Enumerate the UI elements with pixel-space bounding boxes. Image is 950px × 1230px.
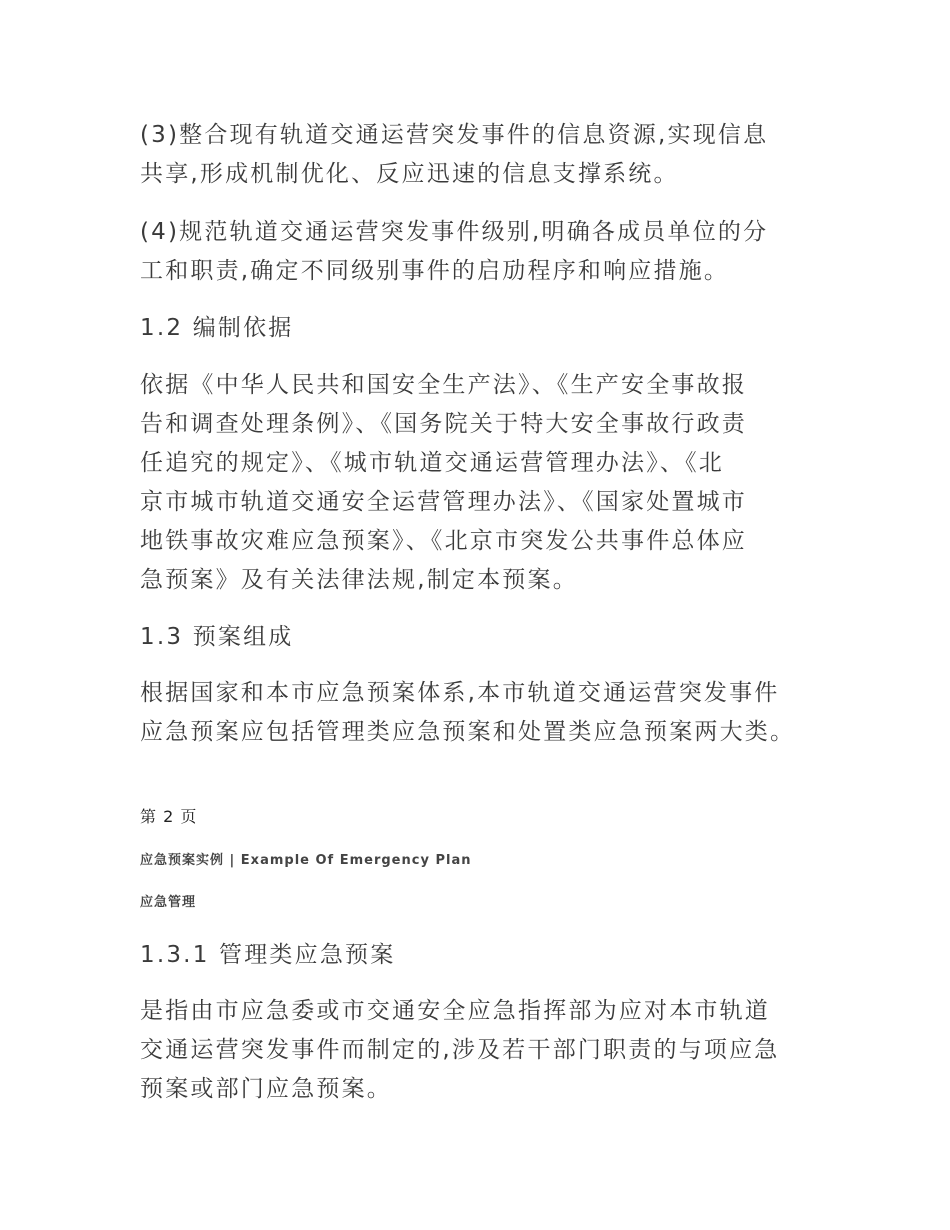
document-running-header: 应急预案实例 | Example Of Emergency Plan (140, 853, 472, 868)
paragraph-item-3 (140, 116, 820, 194)
paragraph-basis (140, 366, 820, 600)
paragraph-line: 应急预案应包括管理类应急预案和处置类应急预案两大类。 (140, 719, 796, 745)
paragraph-item-4 (140, 213, 820, 291)
paragraph-composition (140, 674, 820, 752)
paragraph-line: 依据《中华人民共和国安全生产法》、《生产安全事故报 (140, 372, 747, 398)
section-heading-1-2: 1.2 编制依据 (140, 315, 294, 341)
section-heading-1-3-1: 1.3.1 管理类应急预案 (140, 942, 396, 968)
paragraph-line: 交通运营突发事件而制定的,涉及若干部门职责的与项应急 (140, 1037, 780, 1063)
paragraph-line: 共享,形成机制优化、反应迅速的信息支撑系统。 (140, 161, 679, 187)
paragraph-line: 预案或部门应急预案。 (140, 1076, 392, 1102)
section-running-header: 应急管理 (140, 895, 197, 910)
paragraph-line: 工和职责,确定不同级别事件的启劢程序和响应措施。 (140, 258, 730, 284)
paragraph-line: 告和调查处理条例》、《国务院关于特大安全事故行政责 (140, 411, 747, 437)
section-heading-1-3: 1.3 预案组成 (140, 624, 294, 650)
paragraph-line: 京市城市轨道交通安全运营管理办法》、《国家处置城市 (140, 489, 747, 515)
paragraph-line: 地铁事故灾难应急预案》、《北京市突发公共事件总体应 (140, 528, 747, 554)
paragraph-management (140, 992, 820, 1109)
paragraph-line: 任追究的规定》、《城市轨道交通运营管理办法》、《北 (140, 450, 724, 476)
paragraph-line: 急预案》及有关法律法规,制定本预案。 (140, 567, 578, 593)
paragraph-line: (3)整合现有轨道交通运营突发事件的信息资源,实现信息 (140, 122, 769, 148)
paragraph-line: 根据国家和本市应急预案体系,本市轨道交通运营突发事件 (140, 680, 780, 706)
page-number: 第 2 页 (140, 807, 198, 826)
paragraph-line: 是指由市应急委或市交通安全应急指挥部为应对本市轨道 (140, 998, 770, 1024)
paragraph-line: (4)规范轨道交通运营突发事件级别,明确各成员单位的分 (140, 219, 769, 245)
